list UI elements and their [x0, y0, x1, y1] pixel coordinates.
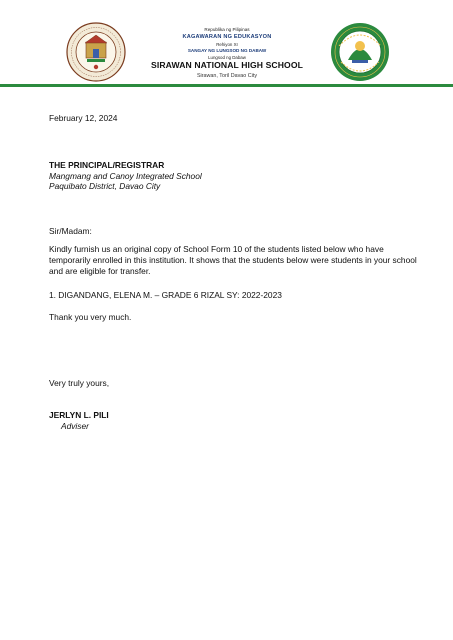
recipient-district: Paquibato District, Davao City: [49, 181, 161, 191]
body-line: temporarily enrolled in this institution. It shows that the students below were students in your school: [49, 255, 417, 265]
school-seal-icon: [66, 22, 126, 82]
salutation: Sir/Madam:: [49, 226, 92, 236]
city-division-seal-icon: [330, 22, 390, 82]
thanks-line: Thank you very much.: [49, 312, 132, 322]
header-divider: [0, 84, 453, 87]
republic-text: Republika ng Pilipinas: [204, 27, 250, 32]
letter-date: February 12, 2024: [49, 113, 118, 123]
student-list-item: 1. DIGANDANG, ELENA M. – GRADE 6 RIZAL SY: 2022-2023: [49, 290, 282, 300]
closing-line: Very truly yours,: [49, 378, 110, 388]
lungsod-text: Lungsod ng Dabaw: [208, 55, 246, 60]
body-line: and are eligible for transfer.: [49, 266, 151, 276]
deped-text: KAGAWARAN NG EDUKASYON: [182, 34, 272, 40]
school-name: SIRAWAN NATIONAL HIGH SCHOOL: [151, 60, 303, 70]
school-address: Sirawan, Toril Davao City: [196, 73, 258, 79]
signatory-role: Adviser: [61, 421, 89, 431]
recipient-school: Mangmang and Canoy Integrated School: [49, 171, 202, 181]
division-text: SANGAY NG LUNGSOD NG DABAW: [187, 48, 267, 53]
body-paragraph: [49, 244, 417, 277]
recipient-title: THE PRINCIPAL/REGISTRAR: [49, 160, 165, 170]
region-text: Rehiyon XI: [216, 42, 238, 47]
signatory-name: JERLYN L. PILI: [49, 410, 109, 420]
body-line: Kindly furnish us an original copy of School Form 10 of the students listed below who have: [49, 244, 384, 254]
